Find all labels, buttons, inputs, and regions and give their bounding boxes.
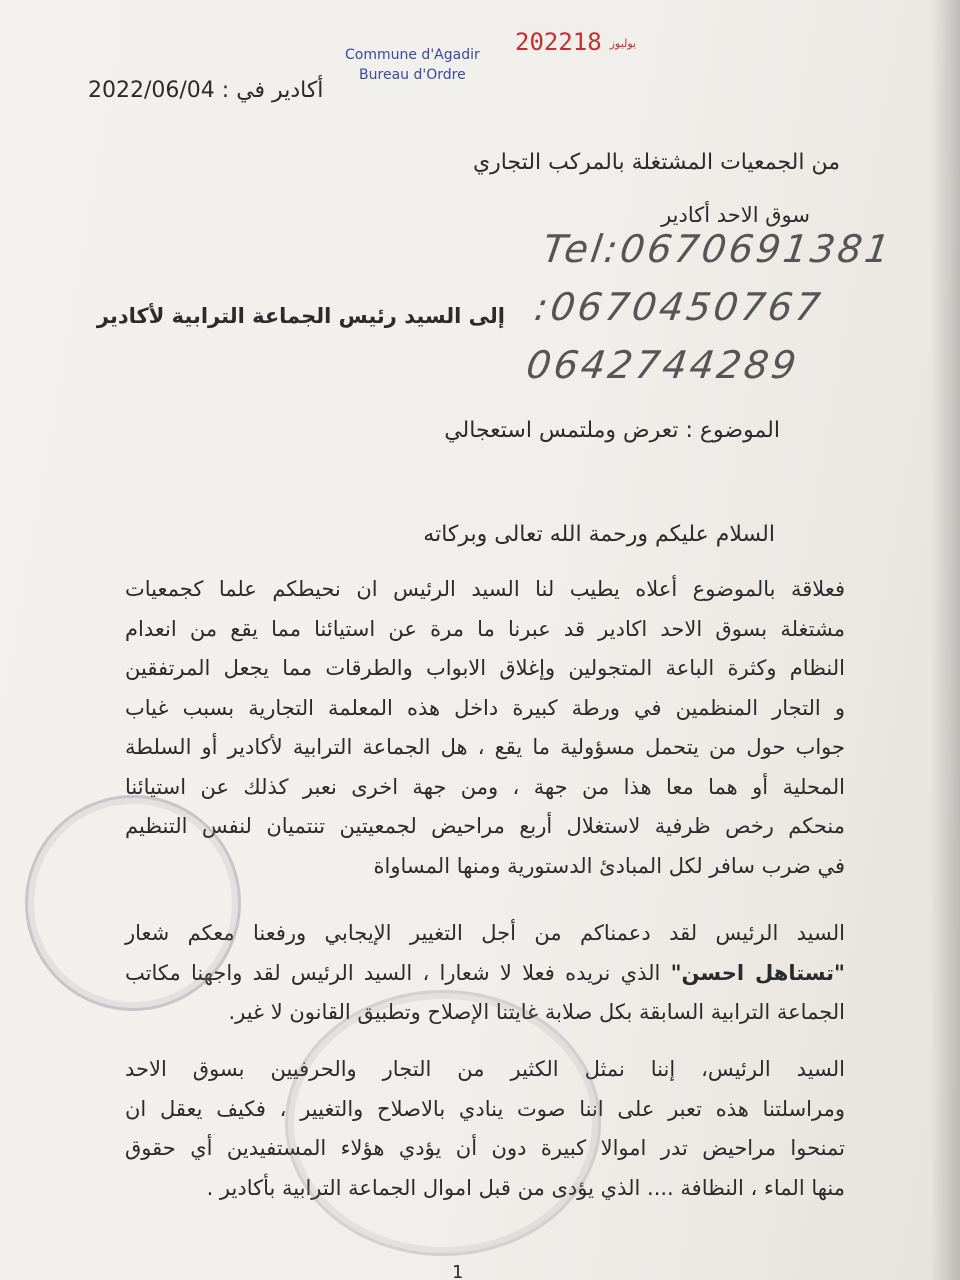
slogan-quote: "تستاهل احسن"	[670, 960, 845, 985]
stamp-year: 2022	[515, 28, 573, 56]
sender-line: من الجمعيات المشتغلة بالمركب التجاري	[472, 150, 840, 175]
paragraph-line	[125, 954, 845, 994]
paragraph-line: الجماعة الترابية السابقة بكل صلابة غايتنا الإصلاح وتطبيق القانون لا غير.	[228, 1000, 845, 1024]
paragraph-line: المحلية أو هما معا هذا من جهة ، ومن جهة اخرى نعبر كذلك عن استيائنا	[125, 774, 845, 799]
paragraph-line: منحكم رخص ظرفية لاستغلال أربع مراحيض لجمعيتين تنتميان لنفس التنظيم	[125, 814, 845, 838]
stamp-day: 18	[572, 28, 602, 56]
stamp-month: يوليوز	[609, 36, 637, 50]
page-number: 1	[452, 1262, 464, 1280]
phone-1: Tel:0670691381	[540, 227, 896, 271]
paragraph-line: و التجار المنظمين في ورطة كبيرة داخل هذه المعلمة التجارية بسبب غياب	[125, 695, 845, 720]
commune-stamp	[345, 45, 480, 85]
paragraph-1	[125, 570, 845, 886]
paragraph-line: جواب حول من يتحمل مسؤولية ما يقع ، هل الجماعة الترابية لأكادير أو السلطة	[125, 735, 845, 759]
stamp-date	[515, 28, 644, 56]
paragraph-line: السيد الرئيس، إننا نمثل الكثير من التجار والحرفيين بسوق الاحد	[125, 1057, 845, 1081]
handwritten-phones	[523, 220, 896, 394]
association-seal	[285, 990, 601, 1256]
paragraph-line: النظام وكثرة الباعة المتجولين وإغلاق الابواب والطرقات مما يجعل المرتفقين	[125, 656, 845, 680]
association-seal	[25, 795, 241, 1011]
paragraph-line: تمنحوا مراحيض تدر اموالا كبيرة دون أن يؤدي هؤلاء المستفيدين أي حقوق	[125, 1136, 845, 1160]
recipient-line: إلى السيد رئيس الجماعة الترابية لأكادير	[96, 304, 505, 328]
paragraph-line-rest: الذي نريده فعلا لا شعارا ، السيد الرئيس لقد واجهنا مكاتب	[125, 960, 671, 985]
phone-3: 0642744289	[523, 343, 802, 387]
paragraph-line: السيد الرئيس لقد دعمناكم من أجل التغيير الإيجابي ورفعنا معكم شعار	[125, 921, 845, 945]
stamp-line-2: Bureau d'Ordre	[359, 67, 466, 83]
greeting: السلام عليكم ورحمة الله تعالى وبركاته	[423, 522, 775, 547]
sender-location: سوق الاحد أكادير	[661, 203, 810, 227]
subject-line: الموضوع : تعرض وملتمس استعجالي	[444, 418, 780, 443]
paragraph-line: فعلاقة بالموضوع أعلاه يطيب لنا السيد الرئيس ان نحيطكم علما كجمعيات	[125, 577, 845, 601]
page-shadow	[930, 0, 960, 1280]
city-date: أكادير في : 2022/06/04	[88, 78, 324, 103]
paragraph-line: في ضرب سافر لكل المبادئ الدستورية ومنها المساواة	[373, 853, 845, 878]
paragraph-line: منها الماء ، النظافة .... الذي يؤدى من قبل اموال الجماعة الترابية بأكادير .	[206, 1175, 845, 1200]
paragraph-line: مشتغلة بسوق الاحد اكادير قد عبرنا ما مرة عن استيائنا مما يقع من انعدام	[125, 616, 845, 641]
phone-2: :0670450767	[531, 285, 826, 329]
paragraph-line: ومراسلتنا هذه تعبر على اننا صوت ينادي بالاصلاح والتغيير ، فكيف يعقل ان	[125, 1096, 845, 1121]
stamp-line-1: Commune d'Agadir	[345, 47, 480, 63]
